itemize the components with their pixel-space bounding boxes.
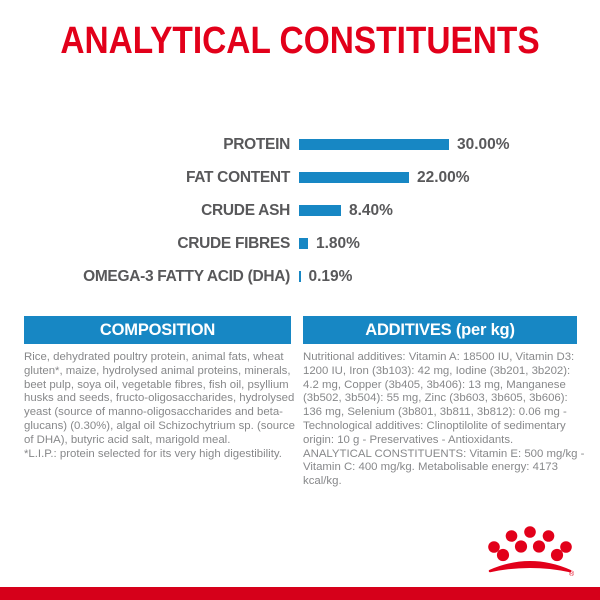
chart-bar	[299, 139, 449, 150]
chart-row	[0, 128, 600, 161]
chart-category-label: OMEGA-3 FATTY ACID (DHA)	[83, 267, 290, 285]
chart-category-label: CRUDE ASH	[201, 201, 290, 219]
chart-row	[0, 260, 600, 293]
analytical-constituents-chart	[0, 128, 600, 293]
chart-row	[0, 227, 600, 260]
chart-row	[0, 194, 600, 227]
chart-bar	[299, 238, 308, 249]
additives-header: ADDITIVES (per kg)	[303, 316, 577, 344]
chart-value-label: 0.19%	[308, 267, 353, 285]
composition-footnote: *L.I.P.: protein selected for its very high digestibility.	[24, 447, 282, 460]
chart-value-label: 1.80%	[316, 234, 360, 252]
chart-value-label: 22.00%	[417, 168, 470, 186]
chart-bar	[299, 205, 341, 216]
chart-bar	[299, 172, 409, 183]
chart-category-label: PROTEIN	[223, 135, 290, 153]
additives-body: Nutritional additives: Vitamin A: 18500 IU, Vitamin D3: 1200 IU, Iron (3b103): 42 mg, Iodine (3b201, 3b202): 4.2 mg, Copper (3b405, 3b406): 13 mg, Manganese (3b502, 3b504): 55 mg, Zinc (3b603, 3b605, 3b606): 136 mg, Selenium (3b801, 3b811, 3b812): 0.06 mg - Technological additives: Clinoptilolite of sedimentary origin: 10 g - Preservatives - Antioxidants.	[303, 351, 575, 446]
composition-header: COMPOSITION	[24, 316, 291, 344]
chart-category-label: FAT CONTENT	[185, 168, 290, 186]
chart-bar	[299, 271, 301, 282]
registered-mark: ®	[569, 571, 575, 578]
page-title: ANALYTICAL CONSTITUENTS	[60, 20, 540, 62]
chart-value-label: 30.00%	[457, 135, 510, 153]
additives-analytical: ANALYTICAL CONSTITUENTS: Vitamin E: 500 mg/kg - Vitamin C: 400 mg/kg. Metabolisable energy: 4173 kcal/kg.	[303, 447, 585, 488]
royal-canin-crown-logo	[484, 524, 576, 578]
chart-category-label: CRUDE FIBRES	[177, 234, 290, 252]
composition-body: Rice, dehydrated poultry protein, animal fats, wheat gluten*, maize, hydrolysed animal proteins, minerals, beet pulp, soya oil, vegetable fibres, fish oil, psyllium husks and seeds, fructo-oligosaccharides, hydrolysed yeast (source of manno-oligosaccharides and beta-glucans) (0.30%), algal oil Schizochytrium sp. (source of DHA), butyric acid salt, marigold meal.	[24, 351, 295, 446]
footer-red-bar	[0, 587, 600, 600]
additives-text	[303, 351, 589, 489]
chart-row	[0, 161, 600, 194]
composition-text	[24, 351, 296, 461]
chart-value-label: 8.40%	[349, 201, 393, 219]
